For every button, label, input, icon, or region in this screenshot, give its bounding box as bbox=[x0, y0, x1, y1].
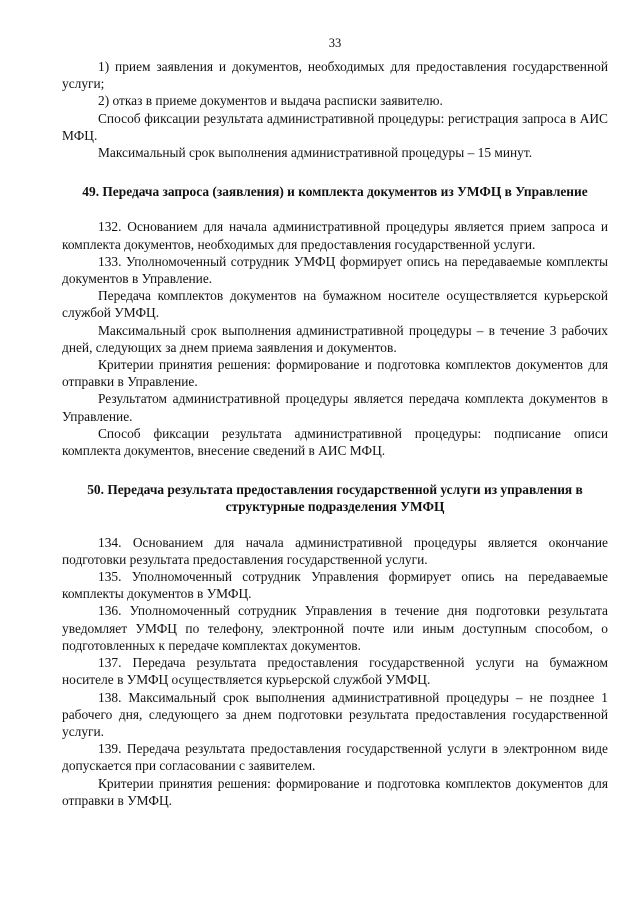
paragraph: Результатом административной процедуры является передача комплекта документов в Управление. bbox=[62, 391, 608, 424]
paragraph: 139. Передача результата предоставления государственной услуги в электронном виде допускается при согласовании с заявителем. bbox=[62, 741, 608, 774]
section-50-heading: 50. Передача результата предоставления государственной услуги из управления в структурные подразделения УМФЦ bbox=[87, 482, 583, 515]
paragraph: 133. Уполномоченный сотрудник УМФЦ формирует опись на передаваемые комплекты документов в Управление. bbox=[62, 253, 608, 287]
document-body bbox=[62, 58, 608, 809]
paragraph: 135. Уполномоченный сотрудник Управления формирует опись на передаваемые комплекты документов в УМФЦ. bbox=[62, 569, 608, 602]
paragraph: 137. Передача результата предоставления государственной услуги на бумажном носителе в УМФЦ осуществляется курьерской службой УМФЦ. bbox=[62, 655, 608, 688]
section-49-heading: 49. Передача запроса (заявления) и комплекта документов из УМФЦ в Управление bbox=[82, 184, 588, 200]
paragraph: 136. Уполномоченный сотрудник Управления в течение дня подготовки результата уведомляет УМФЦ по телефону, электронной почте или иным доступным способом, о подготовленных к передаче комплектах документов. bbox=[62, 603, 608, 653]
paragraph: Передача комплектов документов на бумажном носителе осуществляется курьерской службой УМФЦ. bbox=[62, 288, 608, 321]
paragraph: 138. Максимальный срок выполнения административной процедуры – не позднее 1 рабочего дня, следующего за днем подготовки результата предоставления государственной услуги. bbox=[62, 689, 608, 739]
paragraph: Критерии принятия решения: формирование и подготовка комплектов документов для отправки в Управление. bbox=[62, 357, 608, 390]
paragraph: 2) отказ в приеме документов и выдача расписки заявителю. bbox=[98, 93, 443, 109]
paragraph: 132. Основанием для начала административной процедуры является прием запроса и комплекта документов, необходимых для предоставления государственной услуги. bbox=[62, 219, 608, 252]
paragraph: 134. Основанием для начала административной процедуры является окончание подготовки результата предоставления государственной услуги. bbox=[62, 534, 608, 567]
paragraph: Способ фиксации результата административной процедуры: подписание описи комплекта документов, внесение сведений в АИС МФЦ. bbox=[62, 425, 608, 459]
page-number: 33 bbox=[328, 36, 342, 50]
paragraph: Максимальный срок выполнения административной процедуры – 15 минут. bbox=[98, 145, 533, 161]
paragraph: Способ фиксации результата административной процедуры: регистрация запроса в АИС МФЦ. bbox=[62, 110, 608, 143]
paragraph: Критерии принятия решения: формирование и подготовка комплектов документов для отправки в УМФЦ. bbox=[62, 775, 608, 808]
paragraph: Максимальный срок выполнения административной процедуры – в течение 3 рабочих дней, следующих за днем приема заявления и документов. bbox=[62, 322, 608, 355]
paragraph: 1) прием заявления и документов, необходимых для предоставления государственной услуги; bbox=[62, 59, 608, 92]
